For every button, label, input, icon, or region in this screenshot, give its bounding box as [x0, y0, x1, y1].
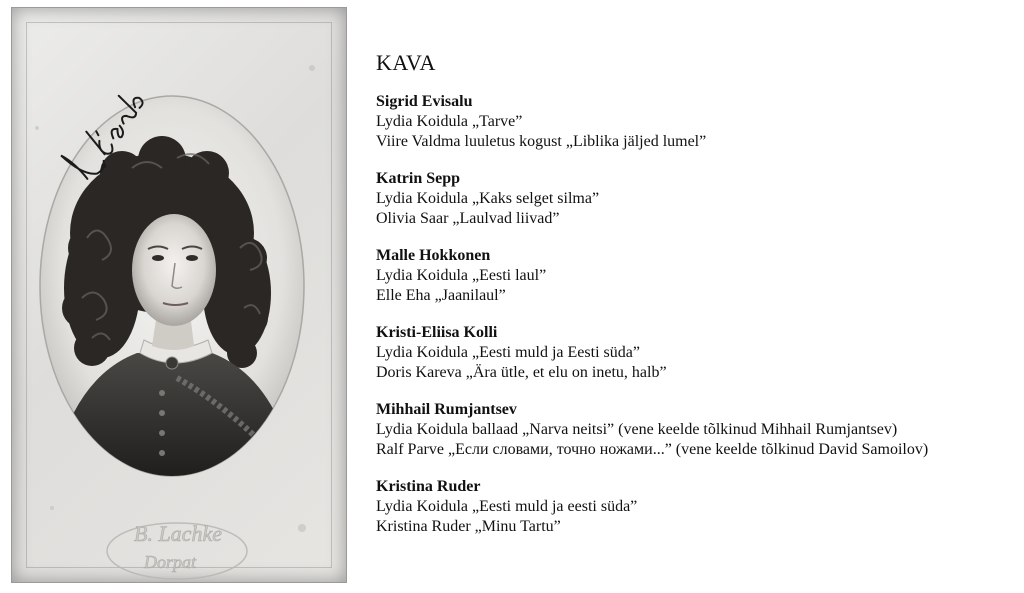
performer-name: Sigrid Evisalu [376, 93, 473, 110]
photographer-stamp [12, 8, 348, 584]
performer-name: Kristi-Eliisa Kolli [376, 324, 498, 341]
program-line: Doris Kareva „Ära ütle, et elu on inetu, halb” [376, 364, 667, 381]
svg-text:Dorpat: Dorpat [144, 552, 197, 572]
program-line: Lydia Koidula ballaad „Narva neitsi” (vene keelde tõlkinud Mihhail Rumjantsev) [376, 421, 898, 438]
program-block [376, 400, 1016, 460]
program-line: Ralf Parve „Если словами, точно ножами...” (vene keelde tõlkinud David Samoilov) [376, 441, 929, 458]
program-line: Lydia Koidula „Eesti muld ja eesti süda” [376, 498, 638, 515]
program-block [376, 92, 1016, 152]
program-line: Elle Eha „Jaanilaul” [376, 287, 506, 304]
program-line: Lydia Koidula „Eesti muld ja Eesti süda” [376, 344, 640, 361]
performer-name: Kristina Ruder [376, 478, 481, 495]
performer-name: Katrin Sepp [376, 170, 461, 187]
performer-name: Malle Hokkonen [376, 247, 491, 264]
program-line: Viire Valdma luuletus kogust „Liblika jäljed lumel” [376, 133, 707, 150]
svg-text:B. Lachke: B. Lachke [134, 521, 222, 546]
program-list [376, 50, 1016, 554]
program-line: Lydia Koidula „Kaks selget silma” [376, 190, 600, 207]
program-line: Lydia Koidula „Eesti laul” [376, 267, 547, 284]
program-block [376, 477, 1016, 537]
program-line: Kristina Ruder „Minu Tartu” [376, 518, 561, 535]
program-block [376, 246, 1016, 306]
program-line: Lydia Koidula „Tarve” [376, 113, 523, 130]
program-block [376, 169, 1016, 229]
performer-name: Mihhail Rumjantsev [376, 401, 517, 418]
program-line: Olivia Saar „Laulvad liivad” [376, 210, 560, 227]
portrait-photo-card [11, 7, 347, 583]
program-title: KAVA [376, 50, 436, 75]
program-block [376, 323, 1016, 383]
